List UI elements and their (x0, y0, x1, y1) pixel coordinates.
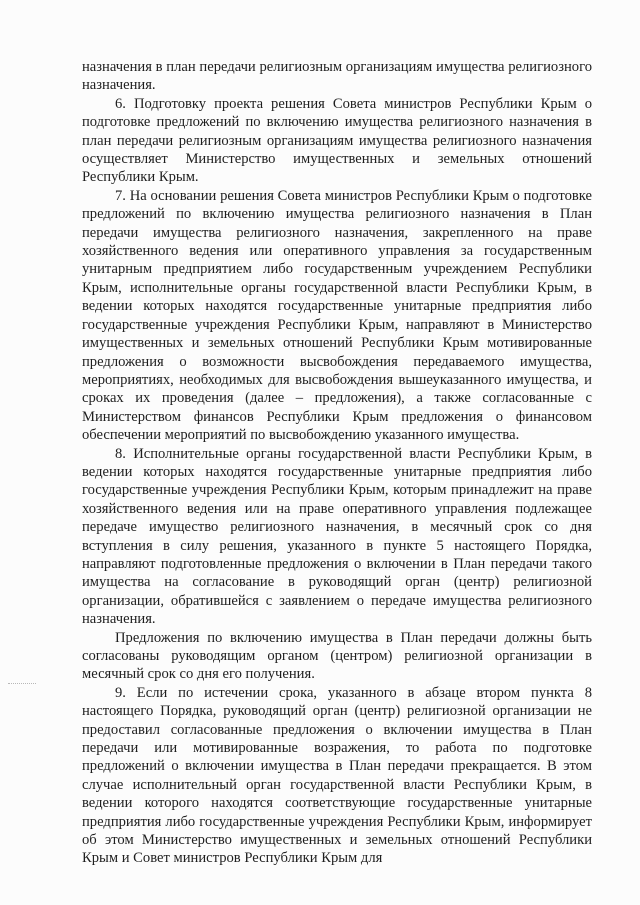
document-body (82, 58, 592, 868)
margin-scan-mark (8, 683, 36, 686)
paragraph-item-6: 6. Подготовку проекта решения Совета министров Республики Крым о подготовке предложений по включению имущества религиозного назначения в план передачи религиозным организациям имущества религиозного назначения осуществляет Министерство имущественных и земельных отношений Республики Крым. (82, 95, 592, 186)
paragraph-continuation: назначения в план передачи религиозным организациям имущества религиозного назначения. (82, 59, 592, 94)
paragraph-item-8: 8. Исполнительные органы государственной власти Республики Крым, в ведении которых находятся государственные унитарные предприятия либо государственные учреждения Республики Крым, которым принадлежит на праве хозяйственного ведения или на праве оперативного управления подлежащее передаче имущество религиозного назначения, в месячный срок со дня вступления в силу решения, указанного в пункте 5 настоящего Порядка, направляют подготовленные предложения о включении в План передачи такого имущества на согласование в руководящий орган (центр) религиозной организации, обратившейся с заявлением о передаче имущества религиозного назначения. (82, 445, 592, 628)
paragraph-item-7: 7. На основании решения Совета министров Республики Крым о подготовке предложений по включению имущества религиозного назначения в План передачи имущества религиозного назначения, закрепленного на праве хозяйственного ведения или оперативного управления за государственным унитарным предприятием либо государственным учреждением Республики Крым, исполнительные органы государственной власти Республики Крым, в ведении которых находятся государственные унитарные предприятия либо государственные учреждения Республики Крым, направляют в Министерство имущественных и земельных отношений Республики Крым мотивированные предложения о возможности высвобождения передаваемого имущества, мероприятиях, необходимых для высвобождения вышеуказанного имущества, и сроках их проведения (далее – предложения), а также согласованные с Министерством финансов Республики Крым предложения о финансовом обеспечении мероприятий по высвобождению указанного имущества. (82, 187, 592, 444)
paragraph-item-9: 9. Если по истечении срока, указанного в абзаце втором пункта 8 настоящего Порядка, руководящий орган (центр) религиозной организации не предоставил согласованные предложения о включении имущества в План передачи или мотивированные возражения, то работа по подготовке предложений о включении имущества в План передачи прекращается. В этом случае исполнительный орган государственной власти Республики Крым, в ведении которого находятся соответствующие государственные унитарные предприятия либо государственные учреждения Республики Крым, информирует об этом Министерство имущественных и земельных отношений Республики Крым и Совет министров Республики Крым для (82, 684, 592, 867)
paragraph-item-8-second: Предложения по включению имущества в План передачи должны быть согласованы руководящим органом (центром) религиозной организации в месячный срок со дня его получения. (82, 629, 592, 683)
